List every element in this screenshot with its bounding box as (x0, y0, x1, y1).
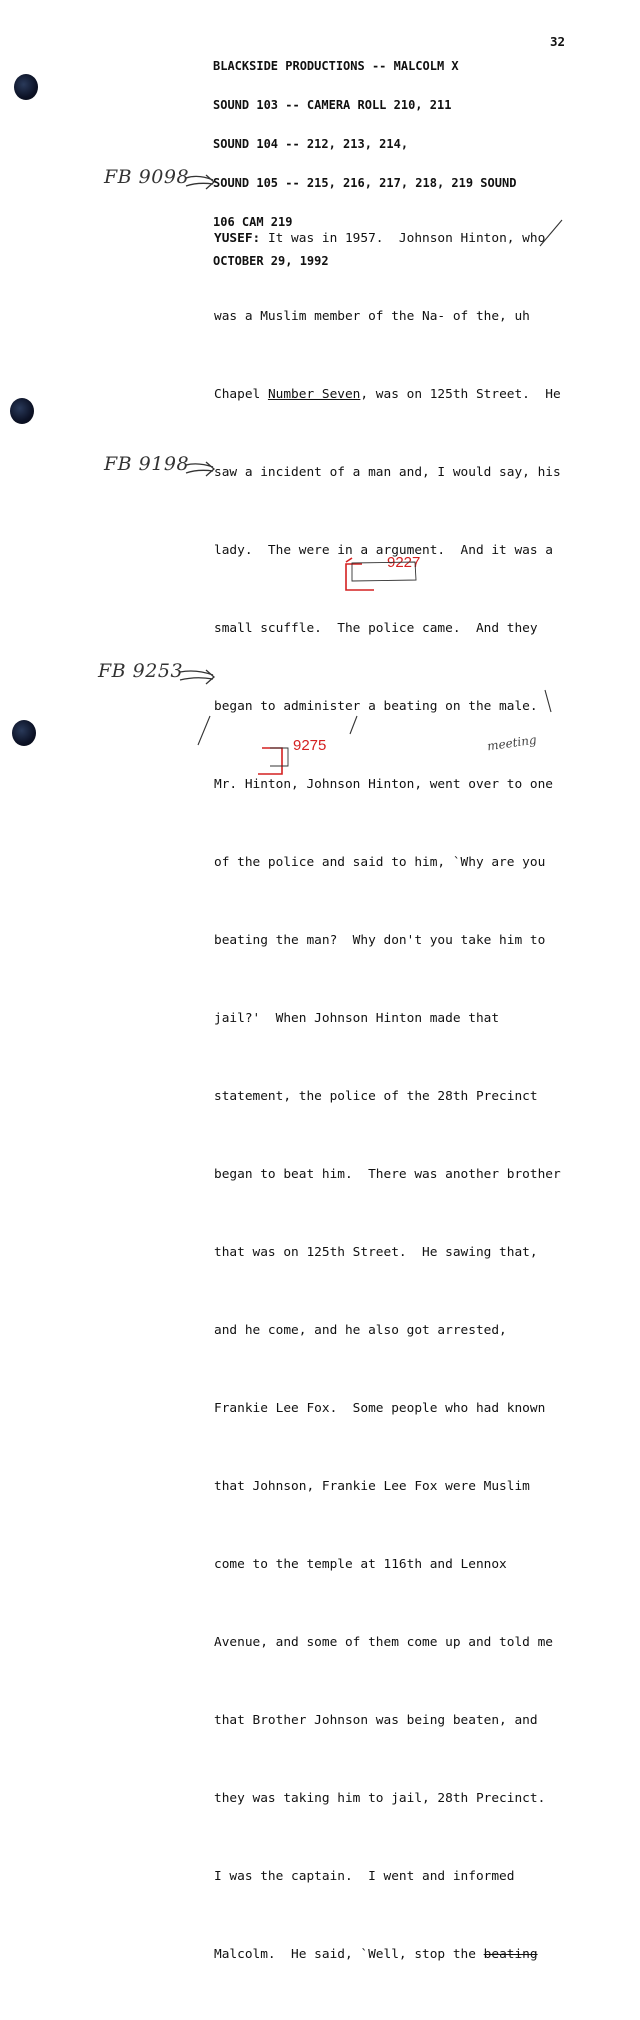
transcript-line: come to the temple at 116th and Lennox (214, 1557, 507, 1572)
ink-marks (0, 0, 640, 843)
transcript-line: Chapel Number Seven, was on 125th Street. He (214, 387, 561, 402)
transcript-line: jail?' When Johnson Hinton made that (214, 1011, 500, 1026)
transcript-line: saw a incident of a man and, I would say, his (214, 465, 561, 480)
transcript-line: Malcolm. He said, `Well, stop the beating (214, 1947, 538, 1962)
transcript-line: that Brother Johnson was being beaten, and (214, 1713, 538, 1728)
header-line: SOUND 103 -- CAMERA ROLL 210, 211 (213, 98, 452, 112)
margin-timecode: FB 9253 (98, 660, 184, 682)
transcript-line: statement, the police of the 28th Precinct (214, 1089, 538, 1104)
edit-slash-mark (540, 220, 562, 246)
header-line: OCTOBER 29, 1992 (213, 254, 329, 268)
struck-word: beating (483, 1947, 538, 1962)
margin-timecode: FB 9098 (104, 166, 190, 188)
arrow-icon (186, 462, 214, 476)
arrow-icon (186, 175, 214, 189)
edit-slash-mark (198, 716, 210, 745)
transcript-line: was a Muslim member of the Na- of the, uh (214, 309, 530, 324)
transcript-line: and he come, and he also got arrested, (214, 1323, 507, 1338)
pencil-box (352, 562, 416, 581)
transcript-line: Frankie Lee Fox. Some people who had known (214, 1401, 546, 1416)
transcript-line: YUSEF: It was in 1957. Johnson Hinton, who (214, 231, 546, 246)
transcript-line: beating the man? Why don't you take him to (214, 933, 546, 948)
transcript-line: lady. The were in a argument. And it was a (214, 543, 553, 558)
transcript-line: I was the captain. I went and informed (214, 1869, 515, 1884)
header-line: BLACKSIDE PRODUCTIONS -- MALCOLM X (213, 59, 459, 73)
margin-timecode: FB 9198 (104, 453, 190, 475)
red-cut-bracket (258, 748, 282, 774)
header-line: 106 CAM 219 (213, 215, 293, 229)
red-timecode: 9275 (293, 737, 327, 754)
page-number: 32 (550, 34, 566, 49)
header-line: SOUND 104 -- 212, 213, 214, (213, 137, 409, 151)
edit-slash-mark (350, 716, 357, 734)
transcript-line: Mr. Hinton, Johnson Hinton, went over to one (214, 777, 553, 792)
transcript-line: that Johnson, Frankie Lee Fox were Muslim (214, 1479, 530, 1494)
arrow-icon (180, 670, 214, 684)
speaker-label: YUSEF: (214, 231, 261, 246)
transcript-line: of the police and said to him, `Why are you (214, 855, 546, 870)
handwritten-correction: meeting (486, 732, 538, 754)
transcript-line: Avenue, and some of them come up and told me (214, 1635, 553, 1650)
edit-slash-mark (545, 690, 551, 712)
transcript-line: small scuffle. The police came. And they (214, 621, 538, 636)
pencil-box (270, 748, 288, 766)
transcript-line: they was taking him to jail, 28th Precinct. (214, 1791, 546, 1806)
red-timecode: 9227 (387, 554, 421, 571)
header-line: SOUND 105 -- 215, 216, 217, 218, 219 SOUND (213, 176, 517, 190)
underlined-phrase: Number Seven (267, 387, 361, 402)
transcript-line: that was on 125th Street. He sawing that, (214, 1245, 538, 1260)
transcript-line: began to beat him. There was another brother (214, 1167, 561, 1182)
transcript-line: began to administer a beating on the male. (214, 699, 538, 714)
